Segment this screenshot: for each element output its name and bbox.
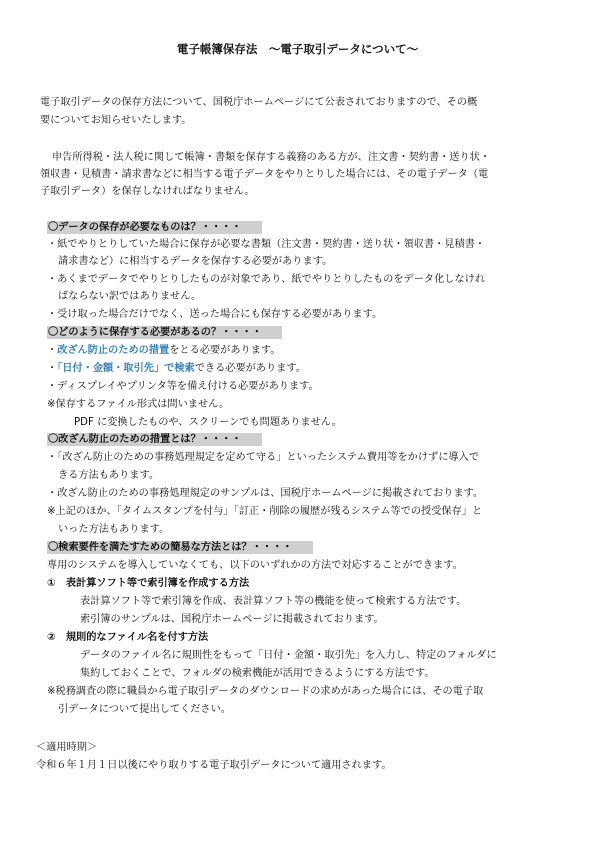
s3-bullet-1a: ・「改ざん防止のための事務処理規定を定めて守る」といったシステム費用等をかけずに導入で [47, 452, 479, 463]
s3-bullet-1b: きる方法もあります。 [58, 470, 160, 481]
para2-line-3: 子取引データ）を保存しなければなりません。 [40, 186, 255, 197]
method-1-line-2: 索引簿のサンプルは、国税庁ホームページに掲載されております。 [80, 614, 384, 625]
section-heading-text: 〇データの保存が必要なものは？・・・・ [47, 221, 262, 234]
section-heading-tamper-measures [47, 433, 262, 447]
period-heading: ＜適用時期＞ [36, 742, 98, 753]
s4-note-1a: ※税務調査の際に職員から電子取引データのダウンロードの求めがあった場合には、その電子取 [47, 686, 484, 697]
section-heading-text: 〇どのように保存する必要があるの？・・・・ [47, 326, 282, 339]
section-heading-search-methods [47, 541, 313, 555]
intro-line-1: 電子取引データの保存方法について、国税庁ホームページにて公表されておりますので、その概 [40, 97, 478, 108]
method-1-line-1: 表計算ソフト等で索引簿を作成、表計算ソフト等の機能を使って検索する方法です。 [80, 596, 467, 607]
highlight-search-requirement: 「日付・金額・取引先」で検索 [57, 363, 195, 374]
section-heading-how-to-store [47, 326, 282, 340]
s2-bullet-3: ・ディスプレイやプリンタ等を備え付ける必要があります。 [47, 381, 319, 392]
section-heading-data-storage [47, 221, 262, 235]
section-heading-text: 〇改ざん防止のための措置とは？・・・・ [47, 433, 262, 446]
s1-bullet-2b: ばならない訳ではありません。 [58, 291, 202, 302]
s1-bullet-1a: ・紙でやりとりしていた場合に保存が必要な書類（注文書・契約書・送り状・領収書・見積書・ [47, 239, 486, 250]
para2-line-2: 領収書・見積書・請求書などに相当する電子データをやりとりした場合には、その電子データ（電 [40, 169, 489, 180]
method-2-title: ② 規則的なファイル名を付す方法 [47, 632, 209, 643]
s4-lead: 専用のシステムを導入していなくても、以下のいずれかの方法で対応することができます。 [47, 560, 463, 571]
s3-bullet-2: ・改ざん防止のための事務処理規定のサンプルは、国税庁ホームページに掲載されております。 [47, 488, 484, 499]
method-2-line-1: データのファイル名に規則性をもって「日付・金額・取引先」を入力し、特定のフォルダに [80, 650, 497, 661]
s2-bullet-2: ・「日付・金額・取引先」で検索できる必要があります。 [47, 363, 306, 374]
s1-bullet-1b: 請求書など）に相当するデータを保存する必要があります。 [58, 256, 333, 267]
document-title: 電子帳簿保存法 ～電子取引データについて～ [176, 42, 419, 56]
s1-bullet-3: ・受け取った場合だけでなく、送った場合にも保存する必要があります。 [47, 309, 383, 320]
s2-bullet-1: ・改ざん防止のための措置をとる必要があります。 [47, 345, 281, 356]
para2-line-1: 申告所得税・法人税に関して帳簿・書類を保存する義務のある方が、注文書・契約書・送り状・ [52, 152, 491, 163]
section-heading-text: 〇検索要件を満たすための簡易な方法とは？・・・・ [47, 541, 313, 554]
s2-note-1: ※保存するファイル形式は問いません。 [47, 399, 230, 410]
highlight-tamper-prevention: 改ざん防止のための措置 [57, 345, 170, 356]
method-2-line-2: 集約しておくことで、フォルダの検索機能が活用できるようにする方法です。 [80, 668, 435, 679]
intro-line-2: 要についてお知らせいたします。 [40, 115, 192, 126]
s4-note-1b: 引データについて提出してください。 [58, 704, 231, 715]
s3-note-1b: いった方法もあります。 [58, 524, 170, 535]
method-1-title: ① 表計算ソフト等で索引簿を作成する方法 [47, 578, 250, 589]
s3-note-1a: ※上記のほか、「タイムスタンプを付与」「訂正・削除の履歴が残るシステム等での授受保存」と [47, 506, 483, 517]
period-text: 令和６年１月１日以後にやり取りする電子取引データについて適用されます。 [36, 760, 392, 771]
s1-bullet-2a: ・あくまでデータでやりとりしたものが対象であり、紙でやりとりしたものをデータ化しなけれ [47, 274, 486, 285]
s2-note-2: PDF に変換したものや、スクリーンでも問題ありません。 [74, 417, 342, 428]
